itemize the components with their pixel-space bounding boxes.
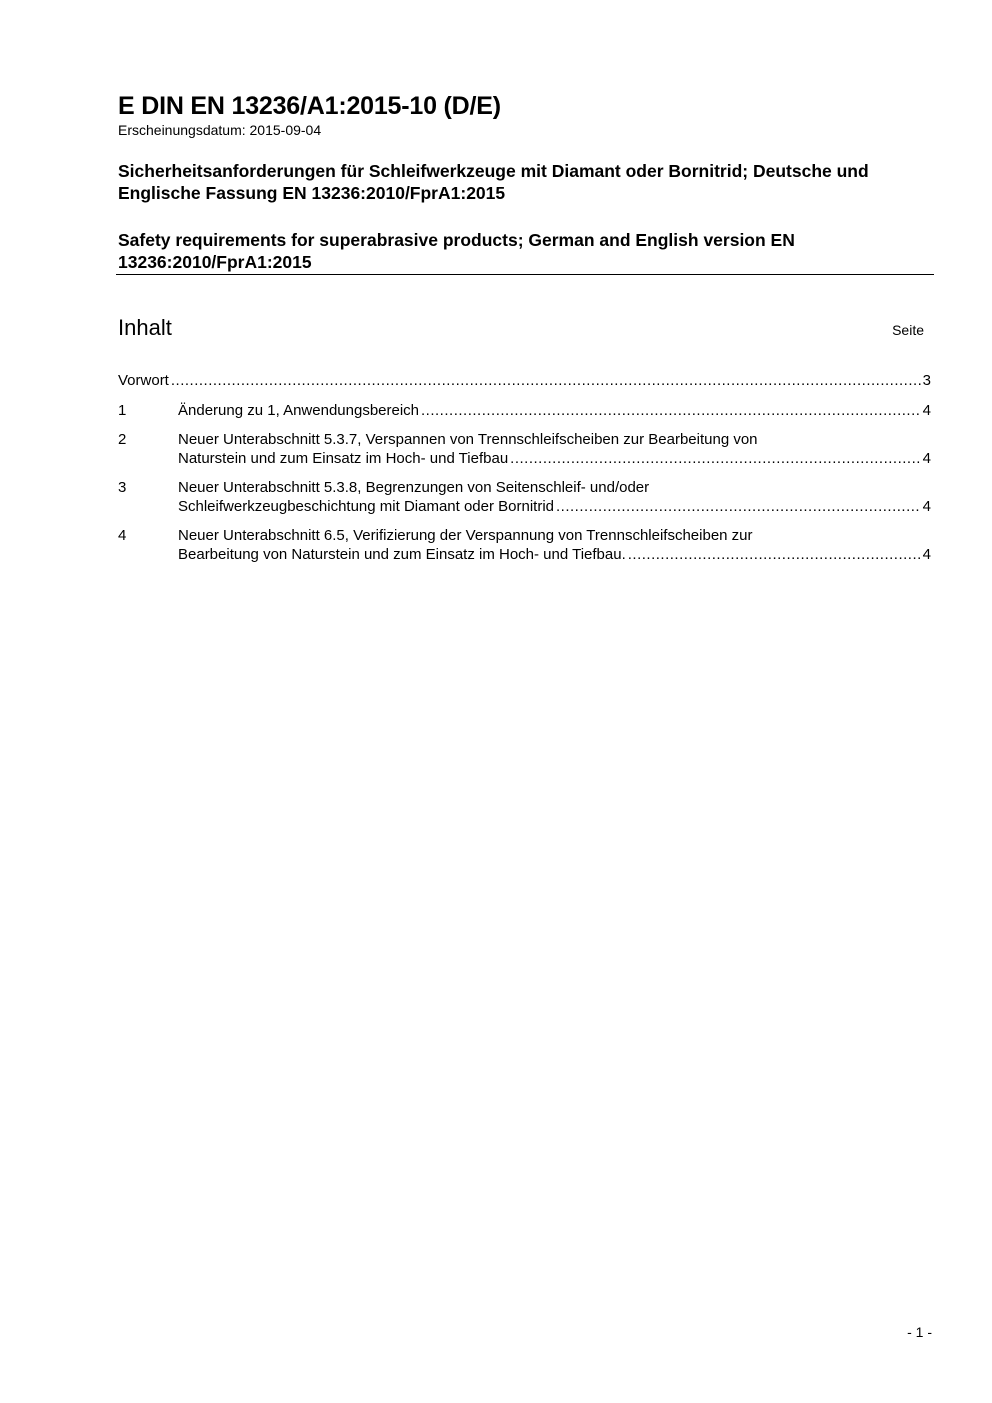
toc-entry-title-line1: Neuer Unterabschnitt 5.3.7, Verspannen von Trennschleifscheiben zur Bearbeitung von [178,431,758,448]
toc-entry-title-line1: Neuer Unterabschnitt 5.3.8, Begrenzungen von Seitenschleif- und/oder [178,479,650,496]
toc-leader-dots [171,371,921,390]
toc-entry-page: 4 [922,498,931,515]
toc-page-column-heading: Seite [892,322,924,338]
toc-leader-dots [421,401,921,420]
toc-leader-dots [510,449,920,468]
toc-heading: Inhalt [118,315,172,340]
toc-entry-page: 3 [922,372,931,389]
toc-entry-title-line2: Schleifwerkzeugbeschichtung mit Diamant oder Bornitrid [178,498,555,515]
toc-entry-title: Vorwort [118,372,169,389]
toc-entry-2[interactable] [118,430,931,468]
toc-leader-dots [556,497,921,516]
toc-leader-dots [628,545,921,564]
toc-entry-1[interactable] [118,401,931,420]
toc-entry-number: 4 [118,527,127,544]
toc-entry-vorwort[interactable] [118,371,931,390]
toc-entry-page: 4 [922,450,931,467]
toc-entry-4[interactable] [118,526,931,564]
toc-entry-number: 2 [118,431,127,448]
english-title: Safety requirements for superabrasive products; German and English version EN 13236:2010/FprA1:2015 [118,230,795,272]
document-id: E DIN EN 13236/A1:2015-10 (D/E) [118,92,501,120]
table-of-contents [118,371,931,574]
toc-entry-page: 4 [922,402,931,419]
toc-entry-title-line1: Neuer Unterabschnitt 6.5, Verifizierung der Verspannung von Trennschleifscheiben zur [178,527,753,544]
german-title: Sicherheitsanforderungen für Schleifwerkzeuge mit Diamant oder Bornitrid; Deutsche und Englische Fassung EN 13236:2010/FprA1:2015 [118,161,869,203]
toc-entry-number: 3 [118,479,127,496]
toc-entry-page: 4 [922,546,931,563]
title-divider [116,274,934,275]
toc-entry-title-line2: Naturstein und zum Einsatz im Hoch- und Tiefbau [178,450,509,467]
toc-entry-3[interactable] [118,478,931,516]
publication-date: Erscheinungsdatum: 2015-09-04 [118,122,322,138]
toc-entry-number: 1 [118,402,127,419]
page-number: - 1 - [907,1324,932,1340]
toc-entry-title: Änderung zu 1, Anwendungsbereich [178,402,420,419]
toc-entry-title-line2: Bearbeitung von Naturstein und zum Einsatz im Hoch- und Tiefbau. [178,546,626,563]
